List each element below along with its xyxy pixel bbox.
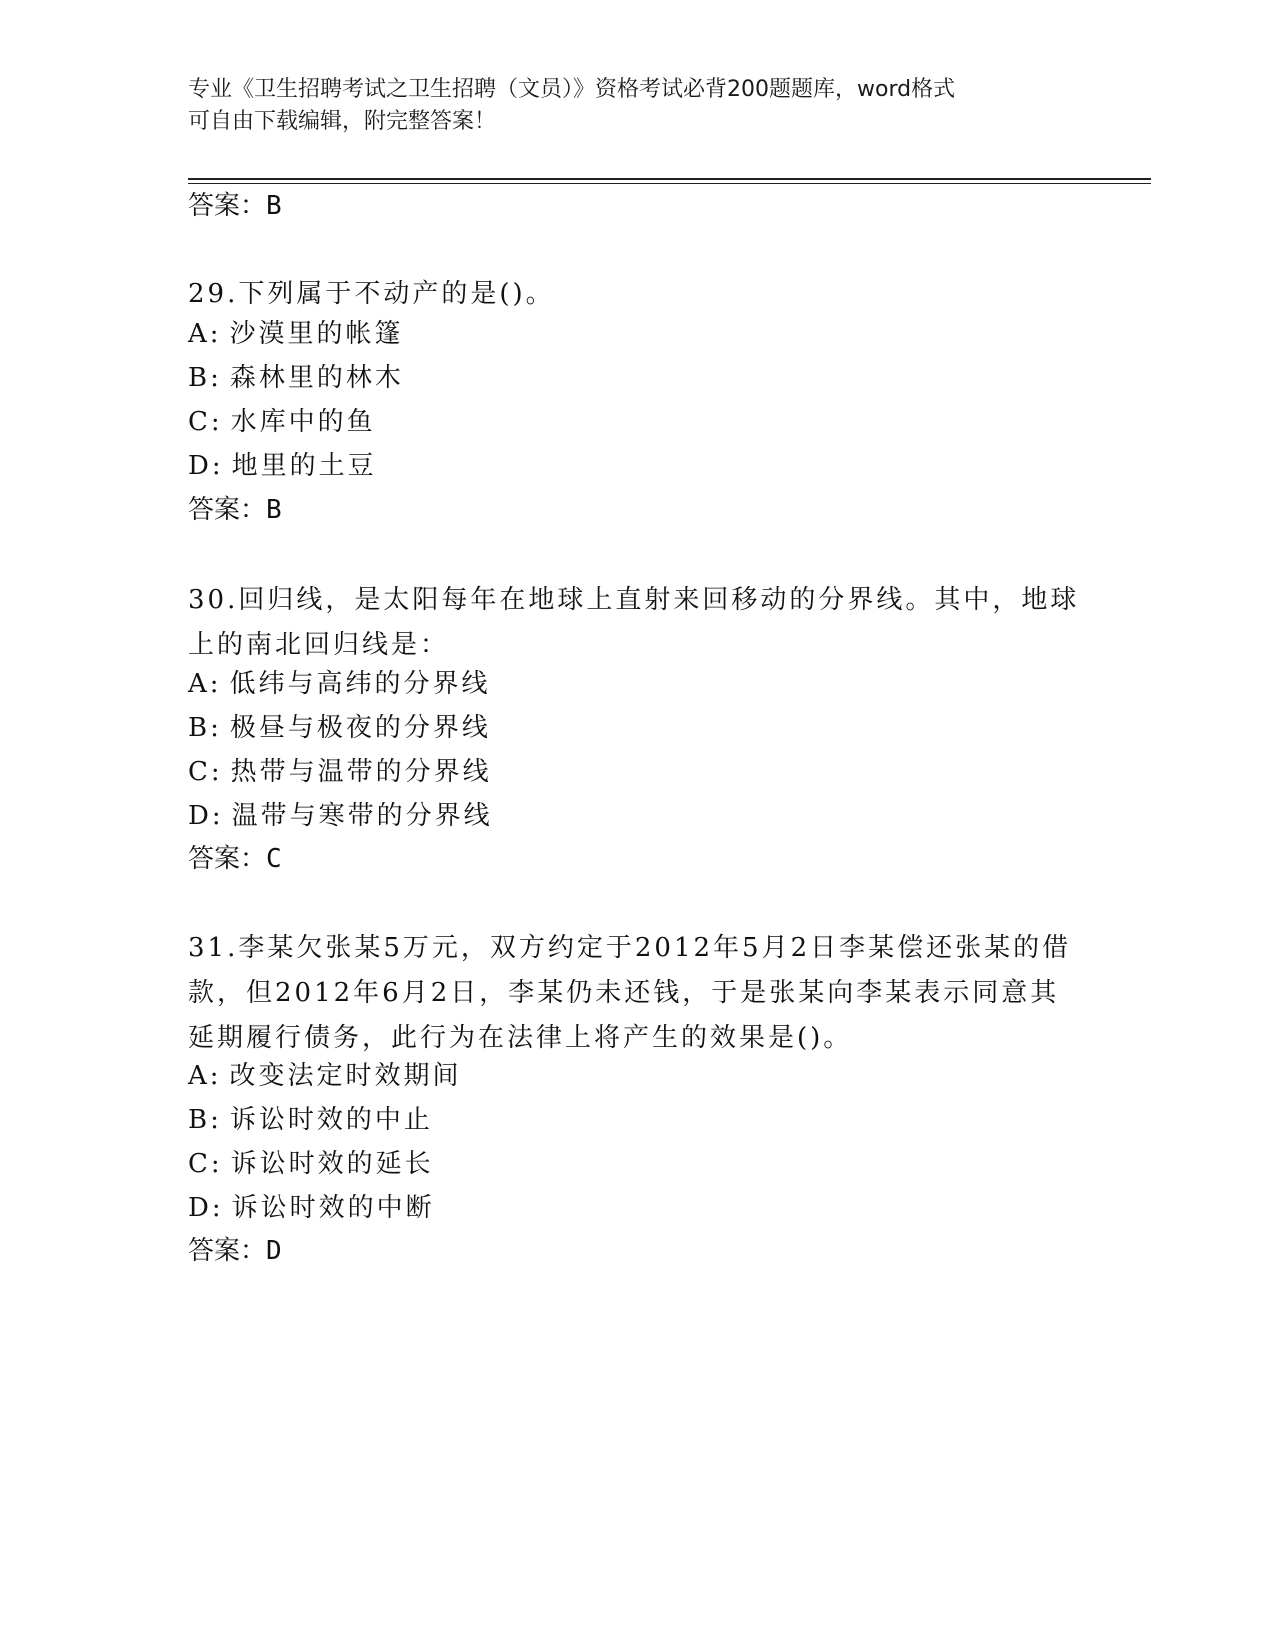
header-divider-thin <box>188 183 1151 184</box>
option-text: 诉讼时效的中断 <box>231 1193 435 1223</box>
option-text: 低纬与高纬的分界线 <box>229 669 491 699</box>
answer-value: C <box>266 844 282 874</box>
question-31: 31.李某欠张某5万元，双方约定于2012年5月2日李某偿还张某的借款，但2012年6月2日，李某仍未还钱，于是张某向李某表示同意其延期履行债务，此行为在法律上将产生的效果是()。 <box>188 933 1072 1053</box>
question-29-answer <box>188 494 282 526</box>
question-31-option-a <box>188 1060 462 1092</box>
option-key: D: <box>188 801 224 831</box>
header-line-2: 可自由下载编辑，附完整答案！ <box>188 109 497 134</box>
answer-label: 答案： <box>188 495 267 525</box>
answer-value: B <box>266 191 282 221</box>
option-key: D: <box>188 1193 224 1223</box>
answer-label: 答案： <box>188 191 267 221</box>
header-line-1: 专业《卫生招聘考试之卫生招聘（文员）》资格考试必背200题题库，word格式 <box>188 77 956 102</box>
option-text: 地里的土豆 <box>231 451 377 481</box>
answer-label: 答案： <box>188 844 267 874</box>
question-30-option-d <box>188 800 493 832</box>
question-31-option-c <box>188 1148 434 1180</box>
answer-value: D <box>266 1236 282 1266</box>
previous-answer <box>188 190 282 222</box>
question-29-option-a <box>188 318 404 350</box>
header-divider <box>188 178 1151 180</box>
question-30-option-c <box>188 756 492 788</box>
option-text: 极昼与极夜的分界线 <box>229 713 491 743</box>
answer-label: 答案： <box>188 1236 267 1266</box>
option-text: 诉讼时效的中止 <box>229 1105 433 1135</box>
document-header <box>188 74 1068 138</box>
question-29-option-d <box>188 450 377 482</box>
option-key: A: <box>188 319 222 349</box>
question-30: 30.回归线，是太阳每年在地球上直射来回移动的分界线。其中，地球上的南北回归线是： <box>188 585 1080 660</box>
option-key: B: <box>188 713 222 743</box>
option-text: 诉讼时效的延长 <box>230 1149 434 1179</box>
question-30-option-b <box>188 712 491 744</box>
option-key: C: <box>188 1149 223 1179</box>
question-29-option-c <box>188 406 376 438</box>
option-text: 改变法定时效期间 <box>229 1061 462 1091</box>
option-key: B: <box>188 1105 222 1135</box>
option-text: 沙漠里的帐篷 <box>229 319 404 349</box>
question-29-option-b <box>188 362 404 394</box>
option-key: C: <box>188 757 223 787</box>
option-text: 水库中的鱼 <box>230 407 376 437</box>
question-30-option-a <box>188 668 491 700</box>
option-key: A: <box>188 669 222 699</box>
question-30-answer <box>188 843 282 875</box>
option-text: 热带与温带的分界线 <box>230 757 492 787</box>
question-31-option-d <box>188 1192 435 1224</box>
question-31-answer <box>188 1235 282 1267</box>
option-text: 森林里的林木 <box>229 363 404 393</box>
option-key: C: <box>188 407 223 437</box>
question-29: 29.下列属于不动产的是()。 <box>188 279 555 309</box>
answer-value: B <box>266 495 282 525</box>
option-key: A: <box>188 1061 222 1091</box>
option-key: B: <box>188 363 222 393</box>
option-text: 温带与寒带的分界线 <box>231 801 493 831</box>
question-31-option-b <box>188 1104 433 1136</box>
option-key: D: <box>188 451 224 481</box>
